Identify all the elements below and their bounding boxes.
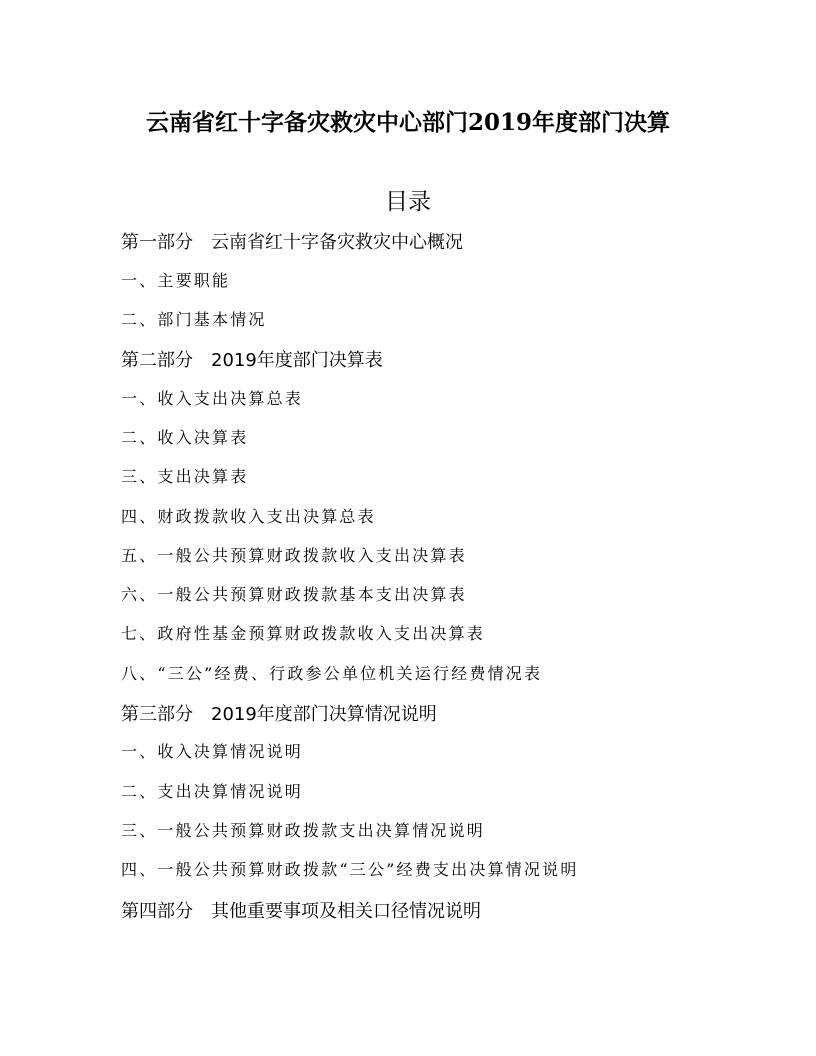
toc-part-3 bbox=[121, 700, 437, 726]
part-title: 2019年度部门决算情况说明 bbox=[211, 704, 437, 725]
part-label: 第四部分 bbox=[121, 901, 193, 922]
part-title: 其他重要事项及相关口径情况说明 bbox=[211, 901, 481, 922]
document-title: 云南省红十字备灾救灾中心部门2019年度部门决算 bbox=[145, 109, 670, 136]
toc-item: 一、收入决算情况说明 bbox=[121, 742, 304, 761]
part-title: 2019年度部门决算表 bbox=[211, 350, 383, 371]
toc-item: 五、一般公共预算财政拨款收入支出决算表 bbox=[121, 546, 467, 565]
toc-heading: 目录 bbox=[385, 189, 431, 215]
toc-item: 二、支出决算情况说明 bbox=[121, 782, 304, 801]
toc-item: 八、“三公”经费、行政参公单位机关运行经费情况表 bbox=[121, 664, 543, 683]
part-label: 第二部分 bbox=[121, 350, 193, 371]
toc-item: 六、一般公共预算财政拨款基本支出决算表 bbox=[121, 585, 467, 604]
part-title: 云南省红十字备灾救灾中心概况 bbox=[211, 232, 463, 253]
toc-item: 一、主要职能 bbox=[121, 271, 231, 290]
toc-item: 四、一般公共预算财政拨款“三公”经费支出决算情况说明 bbox=[121, 860, 579, 879]
toc-item: 七、政府性基金预算财政拨款收入支出决算表 bbox=[121, 624, 486, 643]
toc-part-4 bbox=[121, 897, 481, 923]
toc-item: 二、收入决算表 bbox=[121, 428, 249, 447]
toc-item: 二、部门基本情况 bbox=[121, 310, 267, 329]
part-label: 第一部分 bbox=[121, 232, 193, 253]
toc-item: 四、财政拨款收入支出决算总表 bbox=[121, 507, 376, 526]
toc-item: 三、一般公共预算财政拨款支出决算情况说明 bbox=[121, 821, 486, 840]
toc-item: 三、支出决算表 bbox=[121, 467, 249, 486]
part-label: 第三部分 bbox=[121, 704, 193, 725]
toc-item: 一、收入支出决算总表 bbox=[121, 389, 304, 408]
toc-part-2 bbox=[121, 346, 383, 372]
toc-part-1 bbox=[121, 228, 463, 254]
